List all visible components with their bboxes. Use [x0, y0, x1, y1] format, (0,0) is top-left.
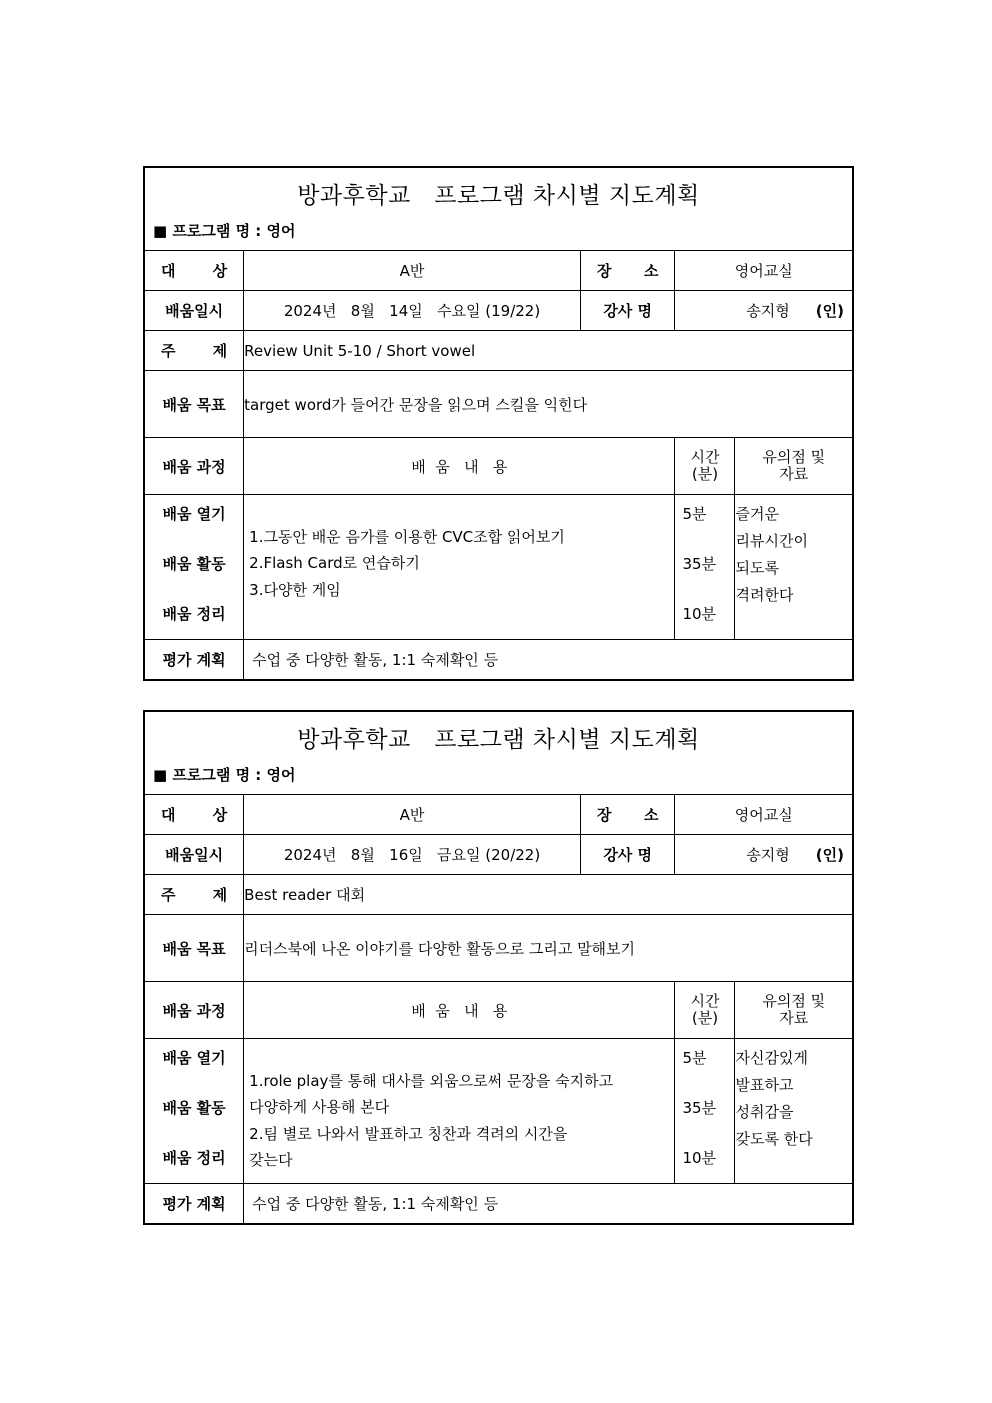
place-label-b: 소 [643, 262, 659, 280]
target-value: A반 [244, 795, 581, 835]
time-closing: 10분 [682, 1149, 717, 1167]
content-cell [244, 495, 675, 640]
place-label-b: 소 [643, 806, 659, 824]
goal-value: target word가 들어간 문장을 읽으며 스킬을 익힌다 [244, 371, 852, 438]
goal-value: 리더스북에 나온 이야기를 다양한 활동으로 그리고 말해보기 [244, 915, 852, 982]
content-header: 배 움 내 용 [244, 982, 675, 1039]
place-label [580, 795, 675, 835]
topic-value: Best reader 대회 [244, 875, 852, 915]
note-line: 자신감있게 [735, 1049, 808, 1067]
note-line: 성취감을 [735, 1103, 794, 1121]
evaluation-label: 평가 계획 [145, 1184, 244, 1224]
time-header: 시간 (분) [675, 982, 735, 1039]
time-closing: 10분 [682, 605, 717, 623]
content-line: 2.팀 별로 나와서 발표하고 칭찬과 격려의 시간을 [249, 1125, 568, 1143]
seal-mark: (인) [815, 846, 844, 864]
target-label-a: 대 [161, 262, 176, 280]
note-line: 리뷰시간이 [735, 532, 808, 550]
note-line: 발표하고 [735, 1076, 794, 1094]
target-value: A반 [244, 251, 581, 291]
notes-cell [735, 1039, 852, 1184]
stage-opening: 배움 열기 [162, 1049, 226, 1067]
time-cell [675, 1039, 735, 1184]
time-opening: 5분 [682, 505, 707, 523]
instructor-name: 송지형 [746, 302, 790, 320]
topic-label-a: 주 [161, 342, 176, 360]
instructor-label: 강사 명 [580, 291, 675, 331]
time-opening: 5분 [682, 1049, 707, 1067]
instructor-label: 강사 명 [580, 835, 675, 875]
topic-label-a: 주 [161, 886, 176, 904]
date-value: 2024년 8월 14일 수요일 (19/22) [244, 291, 581, 331]
process-label: 배움 과정 [145, 982, 244, 1039]
time-activity: 35분 [682, 555, 717, 573]
document-title: 방과후학교 프로그램 차시별 지도계획 [297, 183, 700, 209]
stage-opening: 배움 열기 [162, 505, 226, 523]
target-label [145, 795, 244, 835]
topic-label-b: 제 [212, 342, 228, 360]
instructor-cell [675, 291, 852, 331]
content-line: 1.role play를 통해 대사를 외움으로써 문장을 숙지하고 [249, 1072, 614, 1090]
stage-labels [145, 1039, 244, 1184]
content-line: 다양하게 사용해 본다 [249, 1098, 390, 1116]
content-line: 2.Flash Card로 연습하기 [249, 554, 420, 572]
note-line: 갖도록 한다 [735, 1130, 813, 1148]
process-label: 배움 과정 [145, 438, 244, 495]
place-value: 영어교실 [675, 251, 852, 291]
goal-label: 배움 목표 [145, 371, 244, 438]
lesson-plan-1 [143, 166, 854, 681]
place-label [580, 251, 675, 291]
note-line: 격려한다 [735, 586, 794, 604]
place-label-a: 장 [596, 806, 612, 824]
stage-activity: 배움 활동 [162, 555, 226, 573]
target-label-a: 대 [161, 806, 176, 824]
target-label-b: 상 [212, 262, 228, 280]
topic-label-b: 제 [212, 886, 228, 904]
topic-label [145, 331, 244, 371]
stage-activity: 배움 활동 [162, 1099, 226, 1117]
content-line: 1.그동안 배운 음가를 이용한 CVC조합 읽어보기 [249, 528, 565, 546]
topic-label [145, 875, 244, 915]
stage-closing: 배움 정리 [162, 1149, 226, 1167]
content-cell [244, 1039, 675, 1184]
notes-cell [735, 495, 852, 640]
note-line: 즐거운 [735, 505, 779, 523]
time-activity: 35분 [682, 1099, 717, 1117]
stage-labels [145, 495, 244, 640]
seal-mark: (인) [815, 302, 844, 320]
topic-value: Review Unit 5-10 / Short vowel [244, 331, 852, 371]
note-line: 되도록 [735, 559, 779, 577]
place-label-a: 장 [596, 262, 612, 280]
document-title: 방과후학교 프로그램 차시별 지도계획 [297, 727, 700, 753]
time-header: 시간 (분) [675, 438, 735, 495]
header-cell [145, 168, 852, 251]
evaluation-label: 평가 계획 [145, 640, 244, 680]
date-value: 2024년 8월 16일 금요일 (20/22) [244, 835, 581, 875]
notes-header: 유의점 및 자료 [735, 438, 852, 495]
evaluation-value: 수업 중 다양한 활동, 1:1 숙제확인 등 [244, 640, 852, 680]
content-header: 배 움 내 용 [244, 438, 675, 495]
date-label: 배움일시 [145, 835, 244, 875]
program-name: ■ 프로그램 명 : 영어 [153, 222, 296, 240]
stage-closing: 배움 정리 [162, 605, 226, 623]
time-cell [675, 495, 735, 640]
evaluation-value: 수업 중 다양한 활동, 1:1 숙제확인 등 [244, 1184, 852, 1224]
header-cell [145, 712, 852, 795]
goal-label: 배움 목표 [145, 915, 244, 982]
target-label [145, 251, 244, 291]
instructor-cell [675, 835, 852, 875]
notes-header: 유의점 및 자료 [735, 982, 852, 1039]
content-line: 갖는다 [249, 1151, 293, 1169]
target-label-b: 상 [212, 806, 228, 824]
place-value: 영어교실 [675, 795, 852, 835]
program-name: ■ 프로그램 명 : 영어 [153, 766, 296, 784]
lesson-plan-2 [143, 710, 854, 1225]
date-label: 배움일시 [145, 291, 244, 331]
content-line: 3.다양한 게임 [249, 581, 341, 599]
instructor-name: 송지형 [746, 846, 790, 864]
